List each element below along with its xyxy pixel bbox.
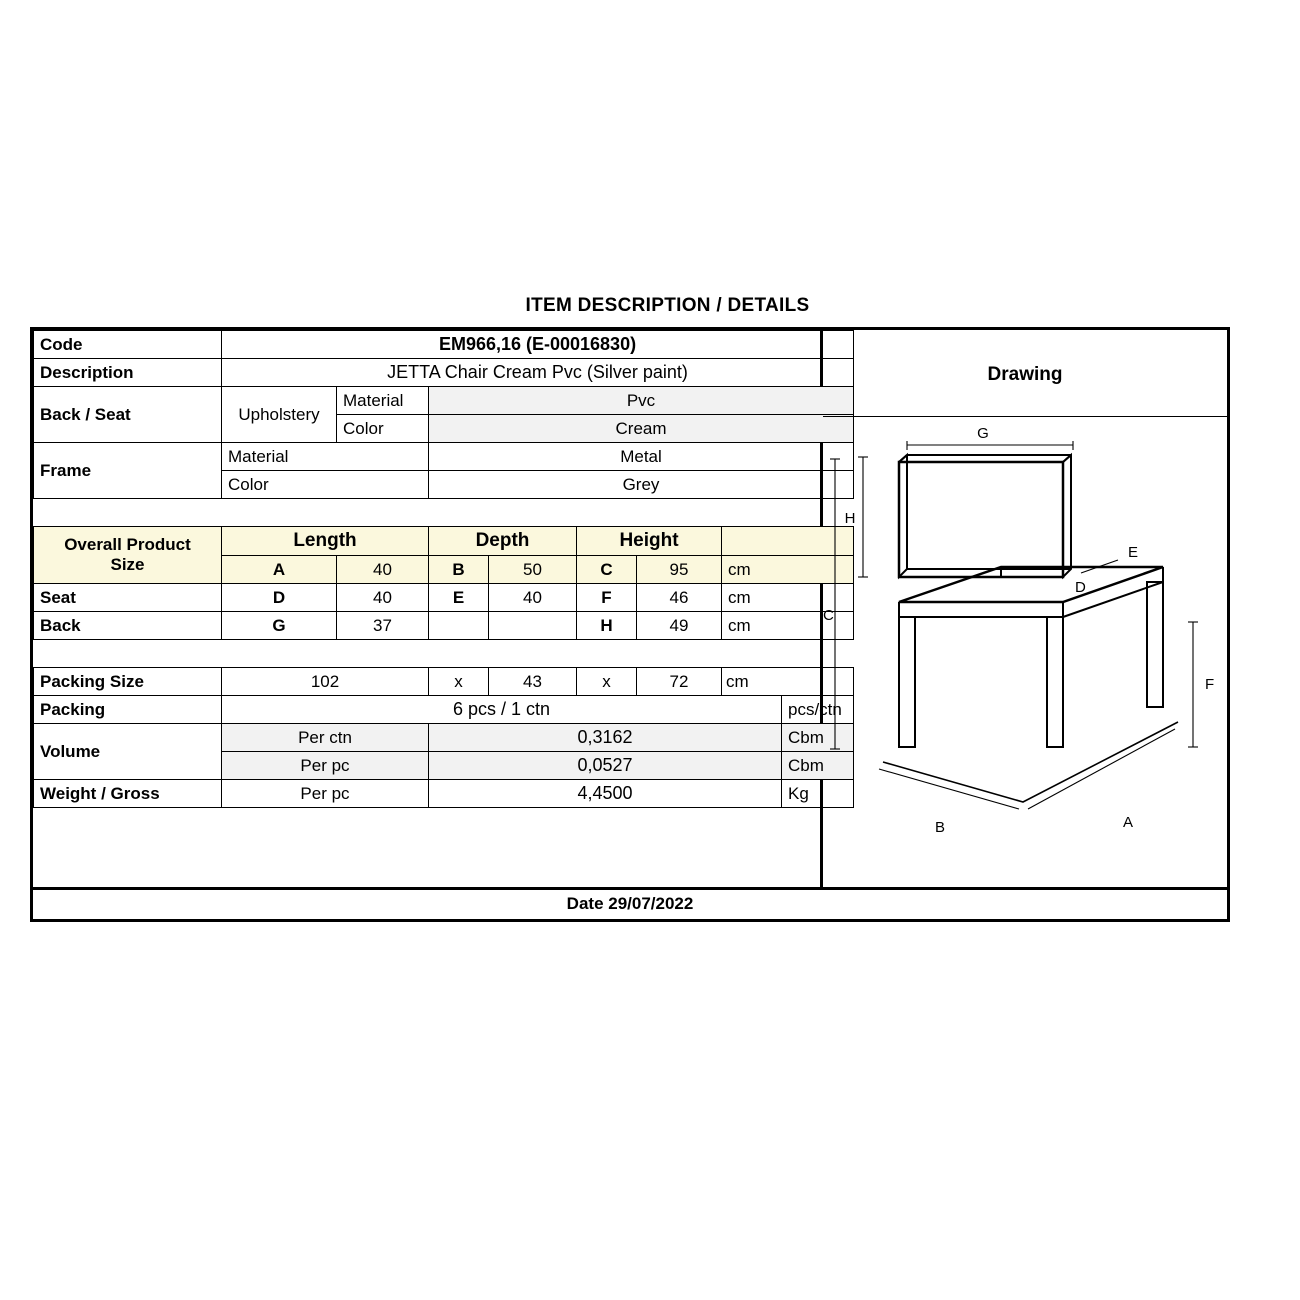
weight-per-pc-value: 4,4500 xyxy=(429,780,782,808)
packing-label: Packing xyxy=(34,696,222,724)
weight-label: Weight / Gross xyxy=(34,780,222,808)
packing-x-1: x xyxy=(429,668,489,696)
code-label: Code xyxy=(34,331,222,359)
col-length-header: Length xyxy=(222,527,429,556)
upholstery-label: Upholstery xyxy=(222,387,337,443)
packing-size-length: 102 xyxy=(222,668,429,696)
page-title: ITEM DESCRIPTION / DETAILS xyxy=(525,295,810,316)
table-row-back-seat-material xyxy=(34,387,854,415)
volume-label: Volume xyxy=(34,724,222,780)
packing-size-height: 72 xyxy=(637,668,722,696)
volume-per-pc-unit: Cbm xyxy=(782,752,854,780)
seat-length-value: 40 xyxy=(337,584,429,612)
details-left-column xyxy=(33,330,842,887)
frame-label: Frame xyxy=(34,443,222,499)
packing-x-2: x xyxy=(577,668,637,696)
dim-label-B: B xyxy=(935,819,946,836)
volume-per-pc-value: 0,0527 xyxy=(429,752,782,780)
description-value: JETTA Chair Cream Pvc (Silver paint) xyxy=(222,359,854,387)
table-row-packing xyxy=(34,696,854,724)
code-value: EM966,16 (E-00016830) xyxy=(222,331,854,359)
table-row-size-header xyxy=(34,527,854,556)
item-description-sheet xyxy=(30,295,1270,922)
drawing-panel xyxy=(823,330,1227,887)
table-row-description xyxy=(34,359,854,387)
overall-length-value: 40 xyxy=(337,556,429,584)
upholstery-material-value: Pvc xyxy=(429,387,854,415)
overall-unit: cm xyxy=(722,556,854,584)
table-row-packing-size xyxy=(34,668,854,696)
back-unit: cm xyxy=(722,612,854,640)
seat-depth-key: E xyxy=(429,584,489,612)
weight-per-pc-label: Per pc xyxy=(222,780,429,808)
overall-size-line2: Size xyxy=(110,555,145,574)
packing-size-unit: cm xyxy=(722,668,854,696)
dim-label-F: F xyxy=(1205,676,1215,693)
seat-height-key: F xyxy=(577,584,637,612)
details-frame xyxy=(30,327,1230,890)
back-label: Back xyxy=(34,612,222,640)
table-row-volume-per-ctn xyxy=(34,724,854,752)
date-row: Date 29/07/2022 xyxy=(30,887,1230,922)
row-spacer-1 xyxy=(34,499,854,527)
row-spacer-2 xyxy=(34,640,854,668)
seat-label: Seat xyxy=(34,584,222,612)
back-depth-value xyxy=(489,612,577,640)
frame-color-value: Grey xyxy=(429,471,854,499)
overall-height-value: 95 xyxy=(637,556,722,584)
seat-length-key: D xyxy=(222,584,337,612)
table-row-frame-material xyxy=(34,443,854,471)
table-row-seat xyxy=(34,584,854,612)
seat-height-value: 46 xyxy=(637,584,722,612)
frame-material-label: Material xyxy=(222,443,429,471)
drawing-title: Drawing xyxy=(987,364,1063,385)
volume-per-ctn-label: Per ctn xyxy=(222,724,429,752)
dim-label-C: C xyxy=(823,607,834,624)
back-length-value: 37 xyxy=(337,612,429,640)
seat-unit: cm xyxy=(722,584,854,612)
dim-label-D: D xyxy=(1075,579,1086,596)
chair-technical-drawing xyxy=(823,417,1227,887)
packing-size-width: 43 xyxy=(489,668,577,696)
upholstery-material-label: Material xyxy=(337,387,429,415)
overall-size-label xyxy=(34,527,222,584)
dim-label-H: H xyxy=(844,510,856,527)
drawing-area xyxy=(823,417,1227,887)
overall-size-line1: Overall Product xyxy=(64,535,191,555)
upholstery-color-label: Color xyxy=(337,415,429,443)
col-depth-header: Depth xyxy=(429,527,577,556)
overall-height-key: C xyxy=(577,556,637,584)
description-label: Description xyxy=(34,359,222,387)
packing-unit: pcs/ctn xyxy=(782,696,854,724)
frame-color-label: Color xyxy=(222,471,429,499)
details-table xyxy=(33,330,854,808)
back-height-value: 49 xyxy=(637,612,722,640)
volume-per-pc-label: Per pc xyxy=(222,752,429,780)
dim-label-E: E xyxy=(1128,544,1139,561)
packing-size-label: Packing Size xyxy=(34,668,222,696)
volume-per-ctn-unit: Cbm xyxy=(782,724,854,752)
seat-depth-value: 40 xyxy=(489,584,577,612)
weight-unit: Kg xyxy=(782,780,854,808)
table-row-back xyxy=(34,612,854,640)
back-seat-label: Back / Seat xyxy=(34,387,222,443)
upholstery-color-value: Cream xyxy=(429,415,854,443)
dim-label-G: G xyxy=(977,425,989,442)
dim-label-A: A xyxy=(1123,814,1134,831)
back-depth-key xyxy=(429,612,489,640)
frame-material-value: Metal xyxy=(429,443,854,471)
volume-per-ctn-value: 0,3162 xyxy=(429,724,782,752)
back-height-key: H xyxy=(577,612,637,640)
table-row-code xyxy=(34,331,854,359)
back-length-key: G xyxy=(222,612,337,640)
overall-length-key: A xyxy=(222,556,337,584)
col-height-header: Height xyxy=(577,527,722,556)
table-row-weight xyxy=(34,780,854,808)
overall-depth-key: B xyxy=(429,556,489,584)
overall-depth-value: 50 xyxy=(489,556,577,584)
packing-value: 6 pcs / 1 ctn xyxy=(222,696,782,724)
